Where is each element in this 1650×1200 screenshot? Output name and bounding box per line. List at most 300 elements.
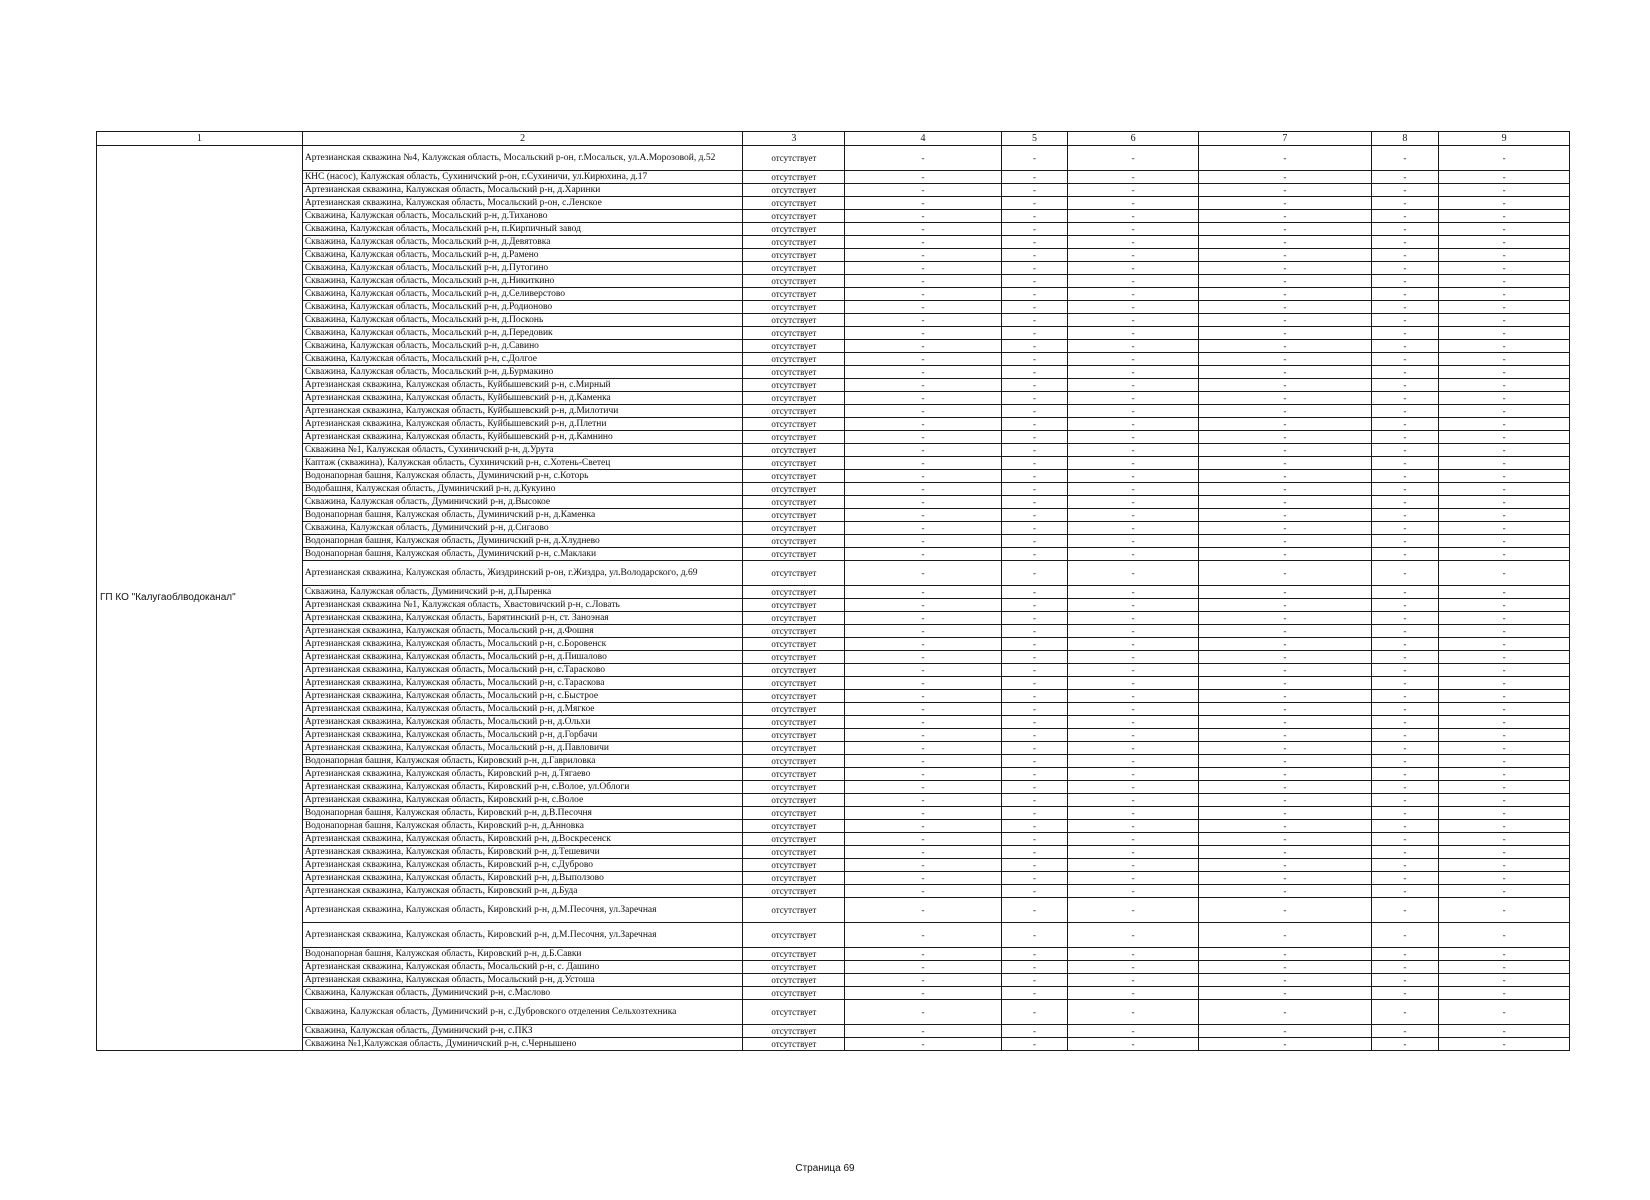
value-cell-col-4: -	[845, 548, 1002, 561]
value-cell-col-6: -	[1068, 210, 1199, 223]
value-cell-col-9: -	[1439, 379, 1570, 392]
value-cell-col-3: отсутствует	[743, 923, 845, 948]
object-address-cell: Водонапорная башня, Калужская область, Думиничский р-н, с.Маклаки	[302, 548, 743, 561]
value-cell-col-5: -	[1001, 599, 1067, 612]
value-cell-col-9: -	[1439, 301, 1570, 314]
value-cell-col-4: -	[845, 405, 1002, 418]
value-cell-col-9: -	[1439, 184, 1570, 197]
header-cell-2: 2	[302, 132, 743, 146]
value-cell-col-7: -	[1199, 561, 1372, 586]
table-row	[97, 1038, 1570, 1051]
register-table	[96, 131, 1570, 1051]
value-cell-col-6: -	[1068, 314, 1199, 327]
value-cell-col-9: -	[1439, 612, 1570, 625]
value-cell-col-4: -	[845, 961, 1002, 974]
value-cell-col-8: -	[1371, 833, 1439, 846]
value-cell-col-4: -	[845, 288, 1002, 301]
value-cell-col-6: -	[1068, 171, 1199, 184]
value-cell-col-8: -	[1371, 210, 1439, 223]
value-cell-col-3: отсутствует	[743, 470, 845, 483]
value-cell-col-9: -	[1439, 392, 1570, 405]
value-cell-col-9: -	[1439, 664, 1570, 677]
value-cell-col-9: -	[1439, 470, 1570, 483]
object-address-cell: Артезианская скважина, Калужская область, Мосальский р-н, д.Ольхи	[302, 716, 743, 729]
value-cell-col-7: -	[1199, 846, 1372, 859]
value-cell-col-5: -	[1001, 885, 1067, 898]
value-cell-col-3: отсутствует	[743, 561, 845, 586]
value-cell-col-8: -	[1371, 405, 1439, 418]
value-cell-col-6: -	[1068, 340, 1199, 353]
header-cell-1: 1	[97, 132, 303, 146]
object-address-cell: Каптаж (скважина), Калужская область, Сухиничский р-н, с.Хотень-Светец	[302, 457, 743, 470]
table-row	[97, 703, 1570, 716]
object-address-cell: Артезианская скважина, Калужская область, Мосальский р-н, с. Дашино	[302, 961, 743, 974]
object-address-cell: Скважина, Калужская область, Думиничский р-н, с.Дубровского отделения Сельхозтехника	[302, 1000, 743, 1025]
value-cell-col-9: -	[1439, 561, 1570, 586]
value-cell-col-7: -	[1199, 535, 1372, 548]
value-cell-col-5: -	[1001, 457, 1067, 470]
value-cell-col-4: -	[845, 146, 1002, 171]
value-cell-col-6: -	[1068, 846, 1199, 859]
value-cell-col-4: -	[845, 586, 1002, 599]
value-cell-col-7: -	[1199, 418, 1372, 431]
value-cell-col-5: -	[1001, 898, 1067, 923]
value-cell-col-6: -	[1068, 664, 1199, 677]
value-cell-col-3: отсутствует	[743, 586, 845, 599]
value-cell-col-3: отсутствует	[743, 664, 845, 677]
value-cell-col-8: -	[1371, 146, 1439, 171]
table-row	[97, 496, 1570, 509]
value-cell-col-5: -	[1001, 1025, 1067, 1038]
value-cell-col-8: -	[1371, 755, 1439, 768]
object-address-cell: Артезианская скважина, Калужская область, Мосальский р-н, д.Павловичи	[302, 742, 743, 755]
value-cell-col-8: -	[1371, 729, 1439, 742]
document-sheet	[96, 131, 1570, 1096]
value-cell-col-3: отсутствует	[743, 392, 845, 405]
value-cell-col-3: отсутствует	[743, 974, 845, 987]
table-row	[97, 885, 1570, 898]
table-row	[97, 987, 1570, 1000]
value-cell-col-6: -	[1068, 522, 1199, 535]
object-address-cell: Артезианская скважина, Калужская область, Кировский р-н, с.Волое	[302, 794, 743, 807]
value-cell-col-6: -	[1068, 262, 1199, 275]
value-cell-col-5: -	[1001, 184, 1067, 197]
value-cell-col-3: отсутствует	[743, 961, 845, 974]
value-cell-col-8: -	[1371, 197, 1439, 210]
table-row	[97, 340, 1570, 353]
value-cell-col-9: -	[1439, 418, 1570, 431]
value-cell-col-6: -	[1068, 690, 1199, 703]
value-cell-col-5: -	[1001, 379, 1067, 392]
value-cell-col-4: -	[845, 599, 1002, 612]
object-address-cell: Артезианская скважина, Калужская область, Куйбышевский р-н, д.Каменка	[302, 392, 743, 405]
value-cell-col-9: -	[1439, 651, 1570, 664]
value-cell-col-6: -	[1068, 431, 1199, 444]
table-row	[97, 677, 1570, 690]
object-address-cell: Артезианская скважина, Калужская область, Жиздринский р-он, г.Жиздра, ул.Володарского, д.69	[302, 561, 743, 586]
value-cell-col-8: -	[1371, 638, 1439, 651]
value-cell-col-7: -	[1199, 509, 1372, 522]
value-cell-col-3: отсутствует	[743, 1000, 845, 1025]
table-row	[97, 781, 1570, 794]
table-row	[97, 859, 1570, 872]
value-cell-col-6: -	[1068, 859, 1199, 872]
value-cell-col-5: -	[1001, 366, 1067, 379]
value-cell-col-6: -	[1068, 923, 1199, 948]
value-cell-col-9: -	[1439, 638, 1570, 651]
value-cell-col-9: -	[1439, 729, 1570, 742]
value-cell-col-3: отсутствует	[743, 418, 845, 431]
value-cell-col-8: -	[1371, 379, 1439, 392]
value-cell-col-5: -	[1001, 638, 1067, 651]
table-row	[97, 418, 1570, 431]
object-address-cell: Водонапорная башня, Калужская область, Думиничский р-н, с.Которь	[302, 470, 743, 483]
object-address-cell: Артезианская скважина, Калужская область, Мосальский р-н, с.Тараскова	[302, 677, 743, 690]
value-cell-col-9: -	[1439, 366, 1570, 379]
value-cell-col-8: -	[1371, 885, 1439, 898]
value-cell-col-6: -	[1068, 275, 1199, 288]
value-cell-col-3: отсутствует	[743, 353, 845, 366]
value-cell-col-3: отсутствует	[743, 210, 845, 223]
value-cell-col-5: -	[1001, 431, 1067, 444]
table-row	[97, 223, 1570, 236]
value-cell-col-3: отсутствует	[743, 327, 845, 340]
value-cell-col-6: -	[1068, 457, 1199, 470]
value-cell-col-4: -	[845, 366, 1002, 379]
value-cell-col-4: -	[845, 716, 1002, 729]
value-cell-col-5: -	[1001, 314, 1067, 327]
value-cell-col-3: отсутствует	[743, 301, 845, 314]
value-cell-col-8: -	[1371, 483, 1439, 496]
value-cell-col-7: -	[1199, 794, 1372, 807]
object-address-cell: Артезианская скважина, Калужская область, Мосальский р-н, с.Боровенск	[302, 638, 743, 651]
value-cell-col-8: -	[1371, 366, 1439, 379]
value-cell-col-5: -	[1001, 275, 1067, 288]
table-row	[97, 548, 1570, 561]
value-cell-col-9: -	[1439, 833, 1570, 846]
header-cell-9: 9	[1439, 132, 1570, 146]
value-cell-col-6: -	[1068, 677, 1199, 690]
value-cell-col-5: -	[1001, 833, 1067, 846]
value-cell-col-7: -	[1199, 820, 1372, 833]
value-cell-col-3: отсутствует	[743, 146, 845, 171]
value-cell-col-6: -	[1068, 444, 1199, 457]
value-cell-col-7: -	[1199, 353, 1372, 366]
value-cell-col-5: -	[1001, 690, 1067, 703]
object-address-cell: Скважина, Калужская область, Мосальский р-н, д.Девятовка	[302, 236, 743, 249]
object-address-cell: Скважина, Калужская область, Мосальский р-н, д.Передовик	[302, 327, 743, 340]
value-cell-col-4: -	[845, 923, 1002, 948]
table-row	[97, 625, 1570, 638]
value-cell-col-5: -	[1001, 444, 1067, 457]
value-cell-col-8: -	[1371, 327, 1439, 340]
value-cell-col-7: -	[1199, 625, 1372, 638]
value-cell-col-8: -	[1371, 846, 1439, 859]
table-row	[97, 948, 1570, 961]
value-cell-col-8: -	[1371, 974, 1439, 987]
value-cell-col-9: -	[1439, 625, 1570, 638]
value-cell-col-7: -	[1199, 898, 1372, 923]
value-cell-col-6: -	[1068, 625, 1199, 638]
value-cell-col-7: -	[1199, 366, 1372, 379]
value-cell-col-8: -	[1371, 1000, 1439, 1025]
object-address-cell: Водонапорная башня, Калужская область, Кировский р-н, д.Гавриловка	[302, 755, 743, 768]
table-row	[97, 846, 1570, 859]
value-cell-col-4: -	[845, 898, 1002, 923]
value-cell-col-4: -	[845, 431, 1002, 444]
object-address-cell: Водонапорная башня, Калужская область, Думиничский р-н, д.Хлуднево	[302, 535, 743, 548]
table-row	[97, 742, 1570, 755]
object-address-cell: Артезианская скважина, Калужская область, Кировский р-н, с.Дуброво	[302, 859, 743, 872]
value-cell-col-4: -	[845, 171, 1002, 184]
value-cell-col-3: отсутствует	[743, 599, 845, 612]
value-cell-col-5: -	[1001, 729, 1067, 742]
object-address-cell: Скважина, Калужская область, Думиничский р-н, д.Пыренка	[302, 586, 743, 599]
value-cell-col-9: -	[1439, 288, 1570, 301]
value-cell-col-8: -	[1371, 1038, 1439, 1051]
value-cell-col-6: -	[1068, 742, 1199, 755]
value-cell-col-3: отсутствует	[743, 885, 845, 898]
value-cell-col-3: отсутствует	[743, 340, 845, 353]
value-cell-col-8: -	[1371, 651, 1439, 664]
value-cell-col-4: -	[845, 768, 1002, 781]
value-cell-col-7: -	[1199, 288, 1372, 301]
header-cell-6: 6	[1068, 132, 1199, 146]
value-cell-col-6: -	[1068, 651, 1199, 664]
value-cell-col-6: -	[1068, 1000, 1199, 1025]
value-cell-col-9: -	[1439, 885, 1570, 898]
value-cell-col-6: -	[1068, 974, 1199, 987]
value-cell-col-4: -	[845, 1000, 1002, 1025]
value-cell-col-4: -	[845, 987, 1002, 1000]
value-cell-col-7: -	[1199, 987, 1372, 1000]
value-cell-col-5: -	[1001, 586, 1067, 599]
value-cell-col-5: -	[1001, 197, 1067, 210]
value-cell-col-4: -	[845, 236, 1002, 249]
value-cell-col-6: -	[1068, 781, 1199, 794]
value-cell-col-4: -	[845, 833, 1002, 846]
value-cell-col-9: -	[1439, 405, 1570, 418]
value-cell-col-3: отсутствует	[743, 872, 845, 885]
value-cell-col-4: -	[845, 509, 1002, 522]
value-cell-col-7: -	[1199, 483, 1372, 496]
value-cell-col-7: -	[1199, 457, 1372, 470]
value-cell-col-4: -	[845, 820, 1002, 833]
value-cell-col-5: -	[1001, 820, 1067, 833]
value-cell-col-9: -	[1439, 275, 1570, 288]
value-cell-col-5: -	[1001, 664, 1067, 677]
value-cell-col-3: отсутствует	[743, 496, 845, 509]
value-cell-col-8: -	[1371, 392, 1439, 405]
table-row	[97, 522, 1570, 535]
value-cell-col-8: -	[1371, 961, 1439, 974]
value-cell-col-8: -	[1371, 768, 1439, 781]
value-cell-col-8: -	[1371, 599, 1439, 612]
value-cell-col-7: -	[1199, 522, 1372, 535]
organization-cell: ГП КО "Калугаоблводоканал"	[97, 146, 303, 1051]
value-cell-col-5: -	[1001, 923, 1067, 948]
value-cell-col-4: -	[845, 197, 1002, 210]
object-address-cell: Артезианская скважина, Калужская область, Мосальский р-он, с.Ленское	[302, 197, 743, 210]
value-cell-col-7: -	[1199, 807, 1372, 820]
value-cell-col-9: -	[1439, 548, 1570, 561]
value-cell-col-9: -	[1439, 898, 1570, 923]
value-cell-col-4: -	[845, 638, 1002, 651]
value-cell-col-8: -	[1371, 301, 1439, 314]
value-cell-col-4: -	[845, 664, 1002, 677]
value-cell-col-3: отсутствует	[743, 483, 845, 496]
value-cell-col-5: -	[1001, 755, 1067, 768]
value-cell-col-7: -	[1199, 923, 1372, 948]
value-cell-col-8: -	[1371, 820, 1439, 833]
value-cell-col-8: -	[1371, 470, 1439, 483]
value-cell-col-7: -	[1199, 586, 1372, 599]
value-cell-col-8: -	[1371, 249, 1439, 262]
value-cell-col-5: -	[1001, 703, 1067, 716]
value-cell-col-4: -	[845, 457, 1002, 470]
value-cell-col-8: -	[1371, 262, 1439, 275]
value-cell-col-6: -	[1068, 961, 1199, 974]
value-cell-col-9: -	[1439, 327, 1570, 340]
value-cell-col-4: -	[845, 625, 1002, 638]
value-cell-col-9: -	[1439, 690, 1570, 703]
object-address-cell: Скважина, Калужская область, Думиничский р-н, с.ПКЗ	[302, 1025, 743, 1038]
value-cell-col-9: -	[1439, 522, 1570, 535]
table-row	[97, 366, 1570, 379]
object-address-cell: Водонапорная башня, Калужская область, Кировский р-н, д.В.Песочня	[302, 807, 743, 820]
value-cell-col-9: -	[1439, 314, 1570, 327]
value-cell-col-7: -	[1199, 729, 1372, 742]
object-address-cell: Скважина, Калужская область, Думиничский р-н, д.Высокое	[302, 496, 743, 509]
object-address-cell: Артезианская скважина, Калужская область, Кировский р-н, д.М.Песочня, ул.Заречная	[302, 923, 743, 948]
value-cell-col-6: -	[1068, 716, 1199, 729]
value-cell-col-5: -	[1001, 1038, 1067, 1051]
value-cell-col-4: -	[845, 1038, 1002, 1051]
table-row	[97, 457, 1570, 470]
value-cell-col-7: -	[1199, 948, 1372, 961]
value-cell-col-7: -	[1199, 664, 1372, 677]
value-cell-col-3: отсутствует	[743, 535, 845, 548]
object-address-cell: Скважина, Калужская область, Мосальский р-н, д.Селиверстово	[302, 288, 743, 301]
table-row	[97, 327, 1570, 340]
table-row	[97, 405, 1570, 418]
value-cell-col-4: -	[845, 210, 1002, 223]
value-cell-col-8: -	[1371, 1025, 1439, 1038]
value-cell-col-4: -	[845, 677, 1002, 690]
value-cell-col-7: -	[1199, 275, 1372, 288]
value-cell-col-4: -	[845, 444, 1002, 457]
value-cell-col-9: -	[1439, 223, 1570, 236]
value-cell-col-3: отсутствует	[743, 379, 845, 392]
value-cell-col-3: отсутствует	[743, 794, 845, 807]
value-cell-col-8: -	[1371, 923, 1439, 948]
value-cell-col-7: -	[1199, 1038, 1372, 1051]
object-address-cell: Скважина, Калужская область, Мосальский р-н, с.Долгое	[302, 353, 743, 366]
value-cell-col-5: -	[1001, 768, 1067, 781]
value-cell-col-5: -	[1001, 340, 1067, 353]
value-cell-col-7: -	[1199, 405, 1372, 418]
object-address-cell: Артезианская скважина, Калужская область, Мосальский р-н, с.Тарасково	[302, 664, 743, 677]
value-cell-col-9: -	[1439, 236, 1570, 249]
object-address-cell: Артезианская скважина, Калужская область, Мосальский р-н, д.Пишалово	[302, 651, 743, 664]
value-cell-col-8: -	[1371, 781, 1439, 794]
value-cell-col-3: отсутствует	[743, 612, 845, 625]
value-cell-col-7: -	[1199, 470, 1372, 483]
table-row	[97, 444, 1570, 457]
value-cell-col-6: -	[1068, 807, 1199, 820]
table-row	[97, 729, 1570, 742]
page-number: Страница 69	[795, 1163, 855, 1174]
table-row	[97, 755, 1570, 768]
value-cell-col-3: отсутствует	[743, 807, 845, 820]
value-cell-col-6: -	[1068, 833, 1199, 846]
value-cell-col-4: -	[845, 1025, 1002, 1038]
table-row	[97, 146, 1570, 171]
value-cell-col-6: -	[1068, 392, 1199, 405]
value-cell-col-7: -	[1199, 651, 1372, 664]
value-cell-col-3: отсутствует	[743, 638, 845, 651]
value-cell-col-7: -	[1199, 872, 1372, 885]
value-cell-col-4: -	[845, 522, 1002, 535]
object-address-cell: Скважина, Калужская область, Мосальский р-н, д.Рамено	[302, 249, 743, 262]
value-cell-col-4: -	[845, 483, 1002, 496]
value-cell-col-9: -	[1439, 262, 1570, 275]
value-cell-col-9: -	[1439, 742, 1570, 755]
value-cell-col-8: -	[1371, 807, 1439, 820]
value-cell-col-9: -	[1439, 509, 1570, 522]
value-cell-col-7: -	[1199, 496, 1372, 509]
value-cell-col-3: отсутствует	[743, 781, 845, 794]
value-cell-col-5: -	[1001, 392, 1067, 405]
value-cell-col-7: -	[1199, 340, 1372, 353]
value-cell-col-7: -	[1199, 690, 1372, 703]
table-row	[97, 599, 1570, 612]
value-cell-col-9: -	[1439, 781, 1570, 794]
value-cell-col-6: -	[1068, 353, 1199, 366]
value-cell-col-9: -	[1439, 210, 1570, 223]
table-row	[97, 833, 1570, 846]
value-cell-col-5: -	[1001, 146, 1067, 171]
value-cell-col-9: -	[1439, 535, 1570, 548]
value-cell-col-5: -	[1001, 353, 1067, 366]
value-cell-col-4: -	[845, 974, 1002, 987]
value-cell-col-5: -	[1001, 974, 1067, 987]
value-cell-col-5: -	[1001, 223, 1067, 236]
value-cell-col-6: -	[1068, 1025, 1199, 1038]
value-cell-col-8: -	[1371, 561, 1439, 586]
value-cell-col-9: -	[1439, 948, 1570, 961]
value-cell-col-3: отсутствует	[743, 509, 845, 522]
value-cell-col-3: отсутствует	[743, 651, 845, 664]
value-cell-col-9: -	[1439, 457, 1570, 470]
value-cell-col-5: -	[1001, 171, 1067, 184]
value-cell-col-4: -	[845, 301, 1002, 314]
object-address-cell: Артезианская скважина, Калужская область, Мосальский р-н, д.Харинки	[302, 184, 743, 197]
object-address-cell: Водобашня, Калужская область, Думиничский р-н, д.Кукуино	[302, 483, 743, 496]
value-cell-col-8: -	[1371, 703, 1439, 716]
table-row	[97, 1000, 1570, 1025]
value-cell-col-7: -	[1199, 1025, 1372, 1038]
value-cell-col-6: -	[1068, 794, 1199, 807]
value-cell-col-3: отсутствует	[743, 1038, 845, 1051]
value-cell-col-6: -	[1068, 470, 1199, 483]
value-cell-col-5: -	[1001, 327, 1067, 340]
table-row	[97, 353, 1570, 366]
value-cell-col-3: отсутствует	[743, 249, 845, 262]
value-cell-col-8: -	[1371, 236, 1439, 249]
table-row	[97, 236, 1570, 249]
value-cell-col-9: -	[1439, 586, 1570, 599]
